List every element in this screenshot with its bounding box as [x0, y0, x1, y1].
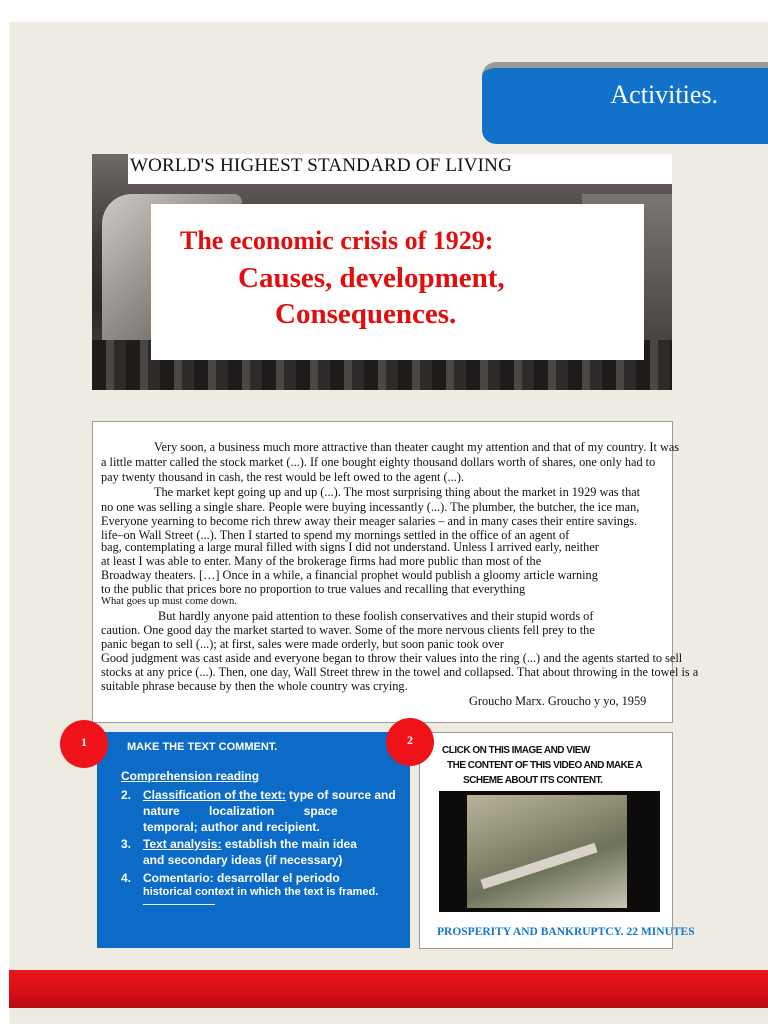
passage-line: pay twenty thousand in cash, the rest would be left owed to the agent (...). — [101, 470, 465, 484]
billboard-text: WORLD'S HIGHEST STANDARD OF LIVING — [130, 155, 513, 176]
passage-line: suitable phrase because by then the whole country was crying. — [101, 679, 408, 693]
billboard-banner — [128, 154, 672, 184]
item-2-text: type of source and — [289, 788, 396, 802]
activity-1-item-2 — [143, 788, 396, 802]
passage-line: Very soon, a business much more attractive than theater caught my attention and that of my country. It was — [154, 440, 680, 454]
passage-line: a little matter called the stock market (...). If one bought eighty thousand dollars worth of shares, one only had to — [101, 455, 656, 469]
activity-2-instruction-2: THE CONTENT OF THIS VIDEO AND MAKE A — [447, 760, 643, 771]
title-box — [151, 204, 644, 360]
activity-1-item-2-line-2: nature localization space — [143, 804, 338, 818]
passage-line: panic began to sell (...); at first, sales were made orderly, but soon panic took over — [101, 637, 504, 651]
title-line-1: The economic crisis of 1929: — [180, 226, 494, 255]
activities-label: Activities. — [610, 80, 718, 109]
passage-line: Good judgment was cast aside and everyone began to throw their values into the ring (...) and the agents started to sell — [101, 651, 683, 665]
activity-2-instruction-1: CLICK ON THIS IMAGE AND VIEW — [442, 745, 590, 756]
passage-line: stocks at any price (...). Then, one day, Wall Street threw in the towel and collapsed. That about throwing in the towel is a — [101, 665, 699, 679]
item-3-label: Text analysis: — [143, 837, 222, 851]
activity-1-item-3-line-2: and secondary ideas (if necessary) — [143, 853, 343, 867]
video-scene — [467, 795, 627, 908]
activity-1-item-4: Comentario: desarrollar el periodo — [143, 871, 340, 885]
hero-image — [92, 154, 672, 390]
activity-2-panel — [419, 732, 695, 949]
video-thumbnail[interactable] — [439, 791, 660, 912]
activity-1-item-3 — [143, 837, 357, 851]
passage-box — [92, 421, 699, 723]
activity-1-item-2-line-3: temporal; author and recipient. — [143, 820, 320, 834]
item-number: 3. — [121, 837, 132, 851]
passage-line: no one was selling a single share. People were buying incessantly (...). The plumber, the butcher, the ice man, — [101, 500, 640, 514]
passage-line: What goes up must come down. — [101, 596, 237, 607]
passage-line: The market kept going up and up (...). The most surprising thing about the market in 1929 was that — [154, 485, 641, 499]
passage-source: Groucho Marx. Groucho y yo, 1959 — [469, 694, 647, 708]
item-number: 2. — [121, 788, 132, 802]
passage-line: at least I was able to enter. Many of the brokerage firms had more public than most of the — [101, 554, 542, 568]
activity-1-heading: MAKE THE TEXT COMMENT. — [127, 741, 278, 753]
activity-1-panel — [97, 732, 410, 948]
title-line-3: Consequences. — [275, 298, 457, 330]
item-2-label: Classification of the text: — [143, 788, 286, 802]
passage-line: life–on Wall Street (...). Then I started to spend my mornings settled in the office of an agent of — [101, 528, 570, 542]
activities-tab — [482, 62, 768, 144]
passage-line: bag, contemplating a large mural filled with signs I did not understand. Unless I arrived early, neither — [101, 540, 599, 554]
activity-2-instruction-3: SCHEME ABOUT ITS CONTENT. — [463, 775, 603, 786]
activity-1-item-4-line-2: historical context in which the text is framed. — [143, 886, 379, 898]
item-number: 4. — [121, 871, 132, 885]
activity-2-badge: 2 — [386, 718, 434, 766]
passage-line: But hardly anyone paid attention to these foolish conservatives and their stupid words of — [158, 609, 594, 623]
activity-1-item-1: Comprehension reading — [121, 769, 260, 783]
underline-rule — [143, 904, 215, 905]
passage-line: caution. One good day the market started to waver. Some of the more nervous clients fell prey to the — [101, 623, 595, 637]
activity-1-badge: 1 — [60, 720, 108, 768]
item-3-text: establish the main idea — [224, 837, 357, 851]
title-line-2: Causes, development, — [238, 262, 505, 294]
passage-line: Broadway theaters. […] Once in a while, a financial prophet would publish a gloomy article warning — [101, 568, 598, 582]
footer-bar — [9, 970, 768, 1008]
passage-line: Everyone yearning to become rich threw away their meager salaries – and in many cases their entire savings. — [101, 514, 638, 528]
passage-line: to the public that prices bore no proportion to true values and recalling that everything — [101, 582, 526, 596]
video-caption: PROSPERITY AND BANKRUPTCY. 22 MINUTES — [437, 926, 695, 938]
